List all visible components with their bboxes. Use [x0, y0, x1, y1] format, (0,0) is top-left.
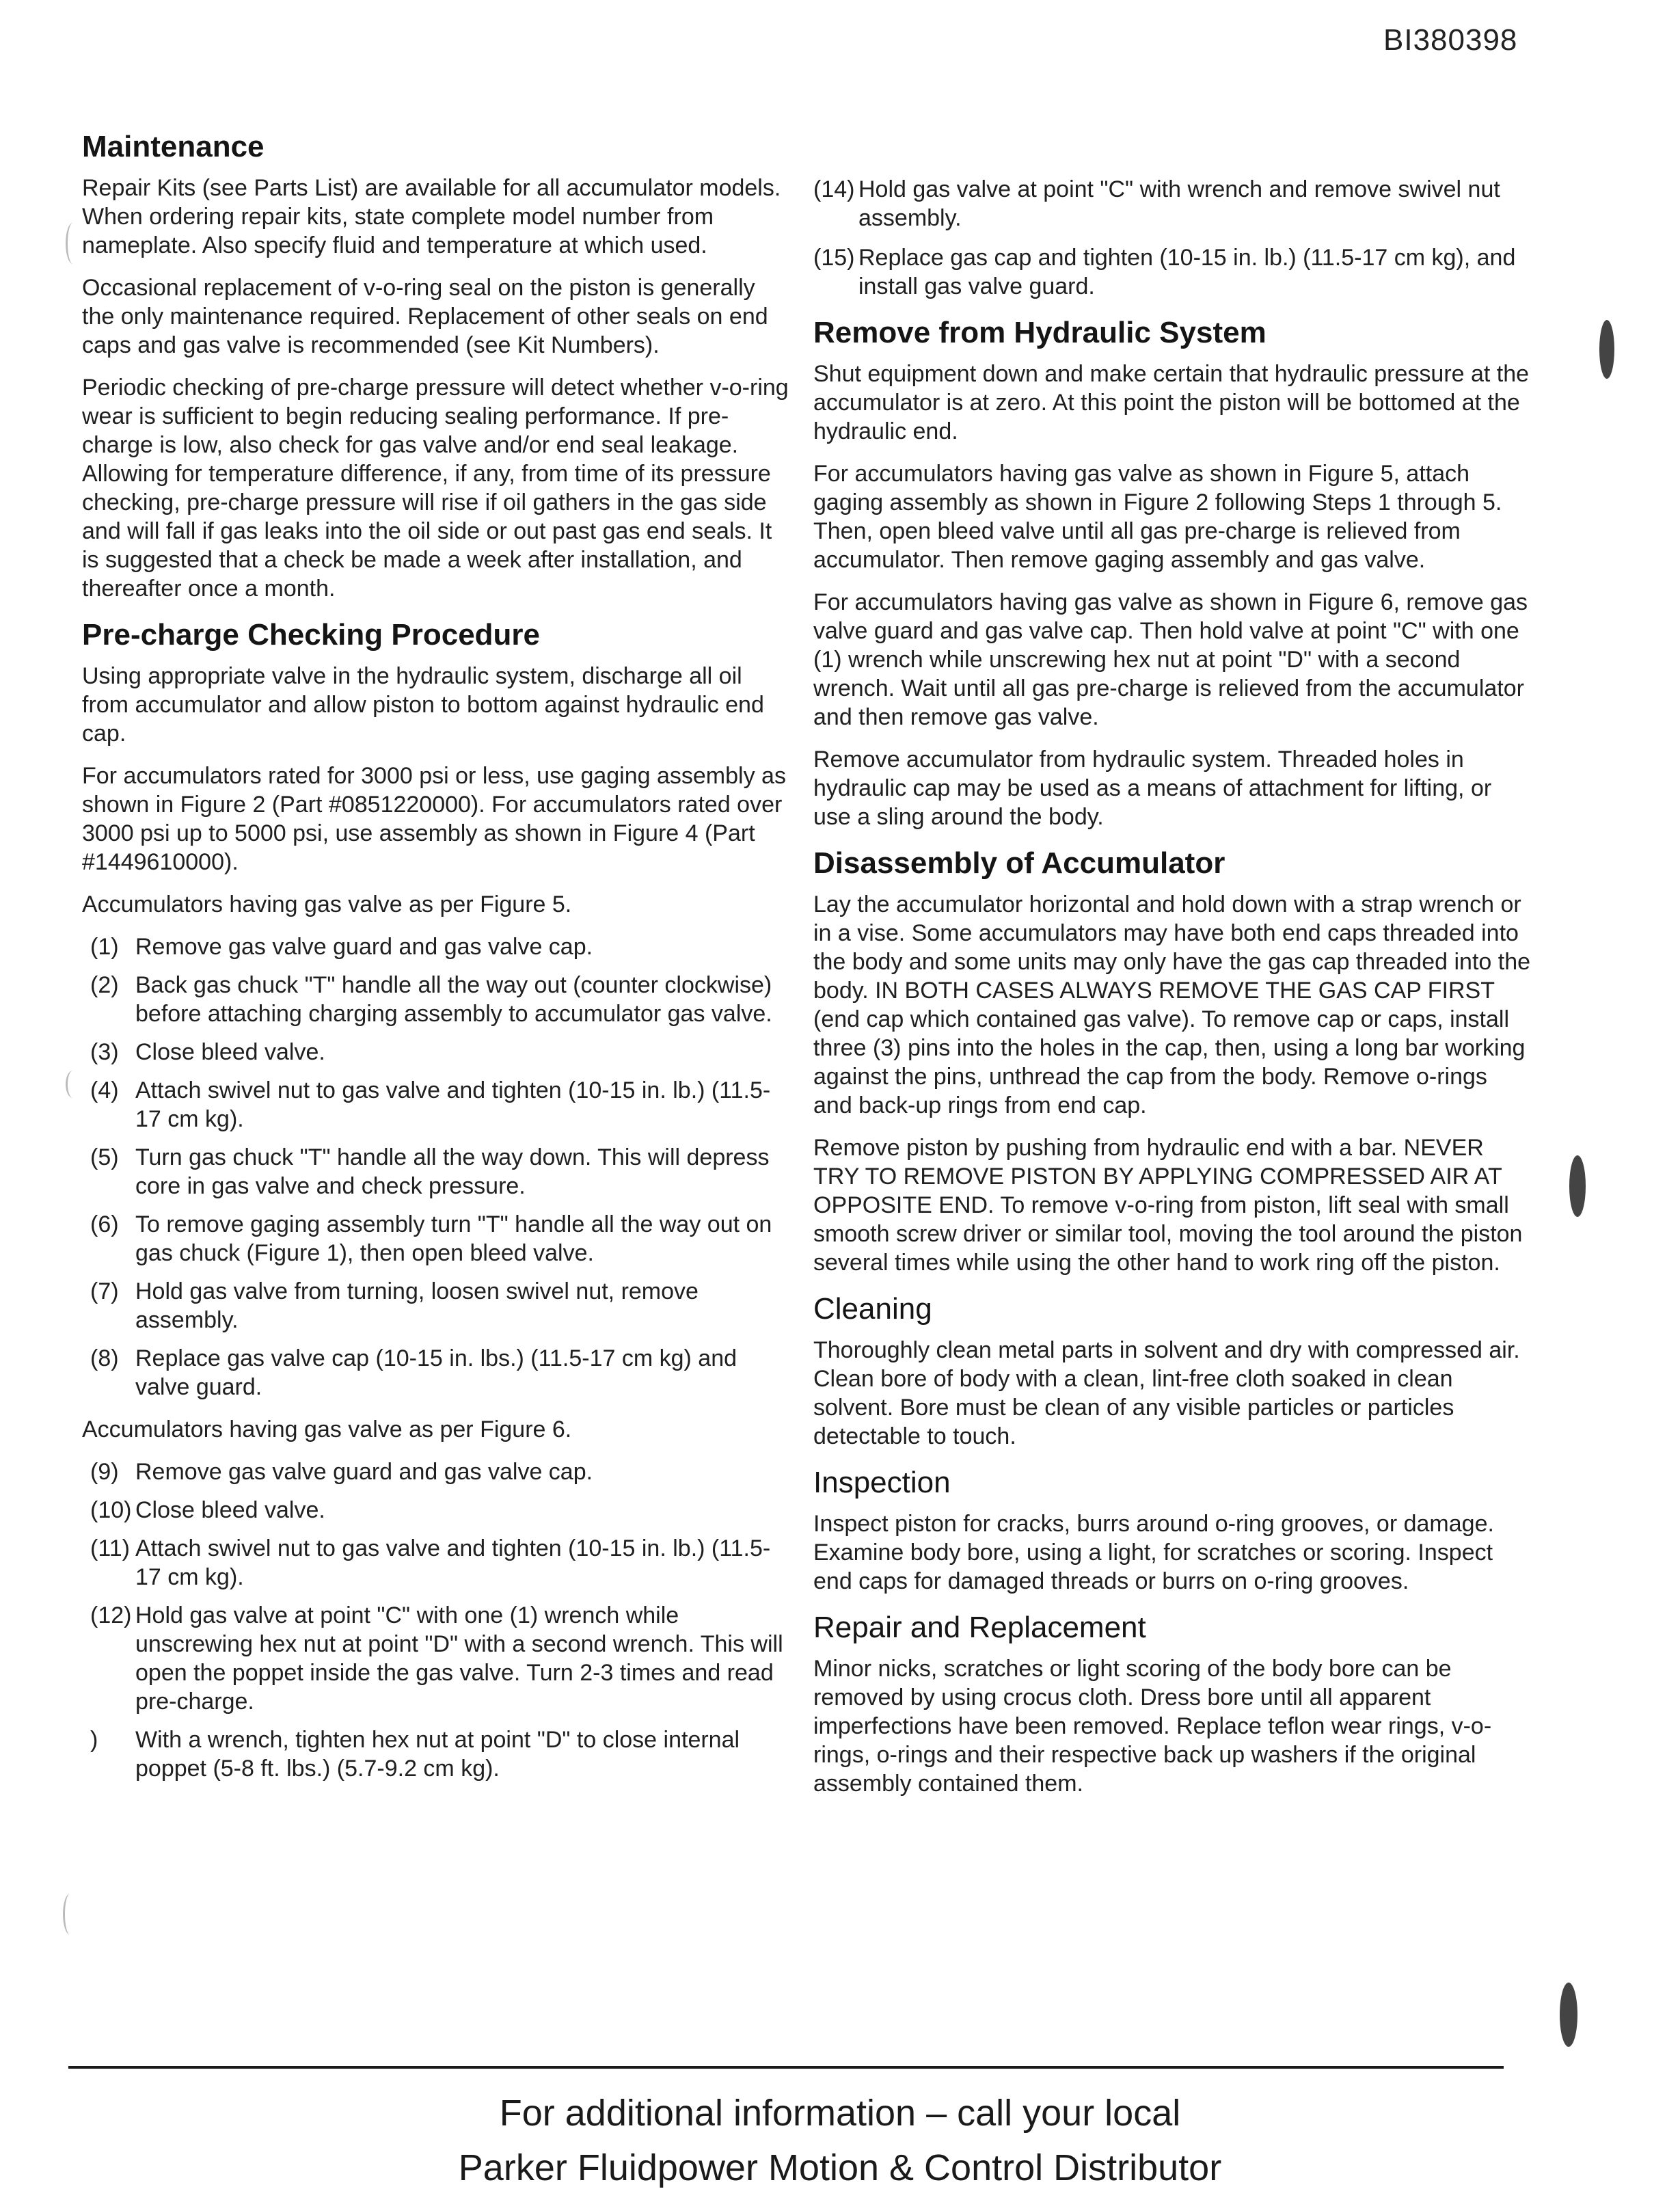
step-number: (5) — [90, 1144, 119, 1170]
step-text: Turn gas chuck "T" handle all the way down. This will depress core in gas valve and check pressure. — [135, 1144, 770, 1199]
right-column — [813, 175, 1531, 1812]
footer-line-2: Parker Fluidpower Motion & Control Distributor — [458, 2147, 1222, 2188]
footer-divider — [68, 2066, 1504, 2069]
remove-paragraph-2: For accumulators having gas valve as shown in Figure 5, attach gaging assembly as shown in Figure 2 following Steps 1 through 5. Then, open bleed valve until all gas pre-charge is relieved from accumulator. Then remove gaging assembly and gas valve. — [813, 461, 1502, 573]
step-item — [90, 932, 793, 961]
figure-5-steps — [90, 932, 793, 1401]
step-text: Close bleed valve. — [135, 1039, 325, 1065]
left-column — [82, 129, 793, 1797]
step-number: (14) — [813, 176, 855, 202]
scan-edge-mark — [63, 1894, 77, 1935]
cleaning-heading: Cleaning — [813, 1292, 932, 1326]
step-number: (8) — [90, 1345, 119, 1371]
continued-steps — [813, 175, 1531, 301]
step-number: (11) — [90, 1535, 130, 1561]
step-number: (6) — [90, 1211, 119, 1237]
step-number: (15) — [813, 245, 855, 271]
precharge-heading: Pre-charge Checking Procedure — [82, 618, 541, 652]
cleaning-section — [813, 1291, 1531, 1451]
step-number: ) — [90, 1727, 98, 1753]
repair-heading: Repair and Replacement — [813, 1611, 1146, 1644]
document-id: BI380398 — [1383, 23, 1518, 57]
step-item — [90, 1601, 793, 1716]
disassembly-heading: Disassembly of Accumulator — [813, 846, 1225, 880]
step-text: Attach swivel nut to gas valve and tighten (10-15 in. lb.) (11.5-17 cm kg). — [135, 1535, 771, 1590]
inspection-paragraph: Inspect piston for cracks, burrs around o-ring grooves, or damage. Examine body bore, using a light, for scratches or scoring. Inspect end caps for damaged threads or burrs on o-ring grooves. — [813, 1511, 1494, 1594]
step-text: Hold gas valve at point "C" with one (1) wrench while unscrewing hex nut at point "D" with a second wrench. This will open the poppet inside the gas valve. Turn 2-3 times and read pre-charge. — [135, 1602, 783, 1715]
cleaning-paragraph: Thoroughly clean metal parts in solvent and dry with compressed air. Clean bore of body with a clean, lint-free cloth soaked in clean solvent. Bore must be clean of any visible particles or particles detectable to touch. — [813, 1337, 1520, 1449]
maintenance-heading: Maintenance — [82, 130, 265, 163]
remove-paragraph-3: For accumulators having gas valve as shown in Figure 6, remove gas valve guard and gas valve cap. Then hold valve at point "C" with one (1) wrench while unscrewing hex nut at point "D" with a second wrench. Wait until all gas pre-charge is relieved from the accumulator and then remove gas valve. — [813, 589, 1528, 730]
step-text: Close bleed valve. — [135, 1497, 325, 1523]
footer-line-1: For additional information – call your local — [499, 2093, 1181, 2134]
inspection-section — [813, 1464, 1531, 1596]
step-item — [90, 1458, 793, 1486]
step-number: (4) — [90, 1077, 119, 1103]
remove-paragraph-1: Shut equipment down and make certain that hydraulic pressure at the accumulator is at zero. At this point the piston will be bottomed at the hydraulic end. — [813, 361, 1530, 444]
step-item — [90, 1038, 793, 1066]
scan-edge-mark — [66, 223, 80, 264]
remove-section — [813, 314, 1531, 831]
step-text: Back gas chuck "T" handle all the way out (counter clockwise) before attaching charging assembly to accumulator gas valve. — [135, 972, 772, 1027]
step-text: Hold gas valve at point "C" with wrench and remove swivel nut assembly. — [858, 176, 1500, 231]
step-text: Attach swivel nut to gas valve and tighten (10-15 in. lb.) (11.5-17 cm kg). — [135, 1077, 771, 1132]
repair-paragraph: Minor nicks, scratches or light scoring of the body bore can be removed by using crocus cloth. Dress bore until all apparent imperfections have been removed. Replace teflon wear rings, v-o-rings, o-rings and their respective back up washers if the original assembly contained them. — [813, 1656, 1492, 1797]
step-number: (3) — [90, 1039, 119, 1065]
step-number: (1) — [90, 934, 119, 960]
maintenance-paragraph-3: Periodic checking of pre-charge pressure will detect whether v-o-ring wear is sufficient to begin reducing sealing performance. If pre-charge is low, also check for gas valve and/or end seal leakage. Allowing for temperature difference, if any, from time of its pressure checking, pre-charge pressure will rise if oil gathers in the gas side and will fall if gas leaks into the oil side or out past gas end seals. It is suggested that a check be made a week after installation, and thereafter once a month. — [82, 375, 789, 602]
step-item — [90, 1143, 793, 1200]
step-item — [813, 243, 1531, 301]
step-item — [90, 1344, 793, 1401]
step-item — [90, 1534, 793, 1592]
precharge-paragraph-2: For accumulators rated for 3000 psi or less, use gaging assembly as shown in Figure 2 (Part #0851220000). For accumulators rated over 3000 psi up to 5000 psi, use assembly as shown in Figure 4 (Part #1449610000). — [82, 763, 786, 875]
disassembly-paragraph-1: Lay the accumulator horizontal and hold down with a strap wrench or in a vise. Some accumulators may have both end caps threaded into the body and some units may only have the gas cap threaded into the body. IN BOTH CASES ALWAYS REMOVE THE GAS CAP FIRST (end cap which contained gas valve). To remove cap or caps, install three (3) pins into the holes in the cap, then, using a long bar working against the pins, unthread the cap from the body. Remove o-rings and back-up rings from end cap. — [813, 891, 1531, 1118]
binder-hole-mark — [1569, 1155, 1586, 1217]
step-text: Hold gas valve from turning, loosen swivel nut, remove assembly. — [135, 1278, 699, 1333]
step-number: (2) — [90, 972, 119, 998]
repair-section — [813, 1609, 1531, 1798]
scan-edge-mark — [66, 1071, 80, 1098]
step-text: Replace gas valve cap (10-15 in. lbs.) (11.5-17 cm kg) and valve guard. — [135, 1345, 737, 1400]
step-text: To remove gaging assembly turn "T" handle all the way out on gas chuck (Figure 1), then open bleed valve. — [135, 1211, 772, 1266]
step-item — [90, 1725, 793, 1783]
figure-6-steps — [90, 1458, 793, 1783]
step-number: (12) — [90, 1602, 132, 1628]
precharge-section — [82, 617, 793, 1783]
disassembly-paragraph-2: Remove piston by pushing from hydraulic end with a bar. NEVER TRY TO REMOVE PISTON BY APPLYING COMPRESSED AIR AT OPPOSITE END. To remove v-o-ring from piston, lift seal with small smooth screw driver or similar tool, moving the tool around the piston several times while using the other hand to work ring off the piston. — [813, 1135, 1523, 1276]
step-item — [90, 971, 793, 1028]
step-item — [90, 1076, 793, 1133]
maintenance-section — [82, 129, 793, 603]
binder-hole-mark — [1560, 1983, 1577, 2047]
remove-heading: Remove from Hydraulic System — [813, 316, 1266, 349]
step-text: Replace gas cap and tighten (10-15 in. lb.) (11.5-17 cm kg), and install gas valve guard. — [858, 245, 1516, 299]
figure-5-intro: Accumulators having gas valve as per Figure 5. — [82, 891, 572, 917]
step-text: Remove gas valve guard and gas valve cap. — [135, 934, 593, 960]
step-item — [90, 1210, 793, 1267]
step-number: (7) — [90, 1278, 119, 1304]
maintenance-paragraph-1: Repair Kits (see Parts List) are available for all accumulator models. When ordering repair kits, state complete model number from nameplate. Also specify fluid and temperature at which used. — [82, 175, 781, 258]
disassembly-section — [813, 845, 1531, 1277]
step-text: With a wrench, tighten hex nut at point "D" to close internal poppet (5-8 ft. lbs.) (5.7-9.2 cm kg). — [135, 1727, 740, 1782]
step-item — [90, 1277, 793, 1334]
maintenance-paragraph-2: Occasional replacement of v-o-ring seal on the piston is generally the only maintenance required. Replacement of other seals on end caps and gas valve is recommended (see Kit Numbers). — [82, 275, 768, 358]
step-item — [813, 175, 1531, 232]
inspection-heading: Inspection — [813, 1466, 951, 1499]
figure-6-intro: Accumulators having gas valve as per Figure 6. — [82, 1416, 572, 1442]
precharge-paragraph-1: Using appropriate valve in the hydraulic system, discharge all oil from accumulator and allow piston to bottom against hydraulic end cap. — [82, 663, 764, 747]
step-number: (9) — [90, 1459, 119, 1485]
binder-hole-mark — [1599, 320, 1614, 379]
step-number: (10) — [90, 1497, 132, 1523]
remove-paragraph-4: Remove accumulator from hydraulic system. Threaded holes in hydraulic cap may be used as a means of attachment for lifting, or use a sling around the body. — [813, 747, 1492, 830]
step-item — [90, 1496, 793, 1525]
step-text: Remove gas valve guard and gas valve cap. — [135, 1459, 593, 1485]
